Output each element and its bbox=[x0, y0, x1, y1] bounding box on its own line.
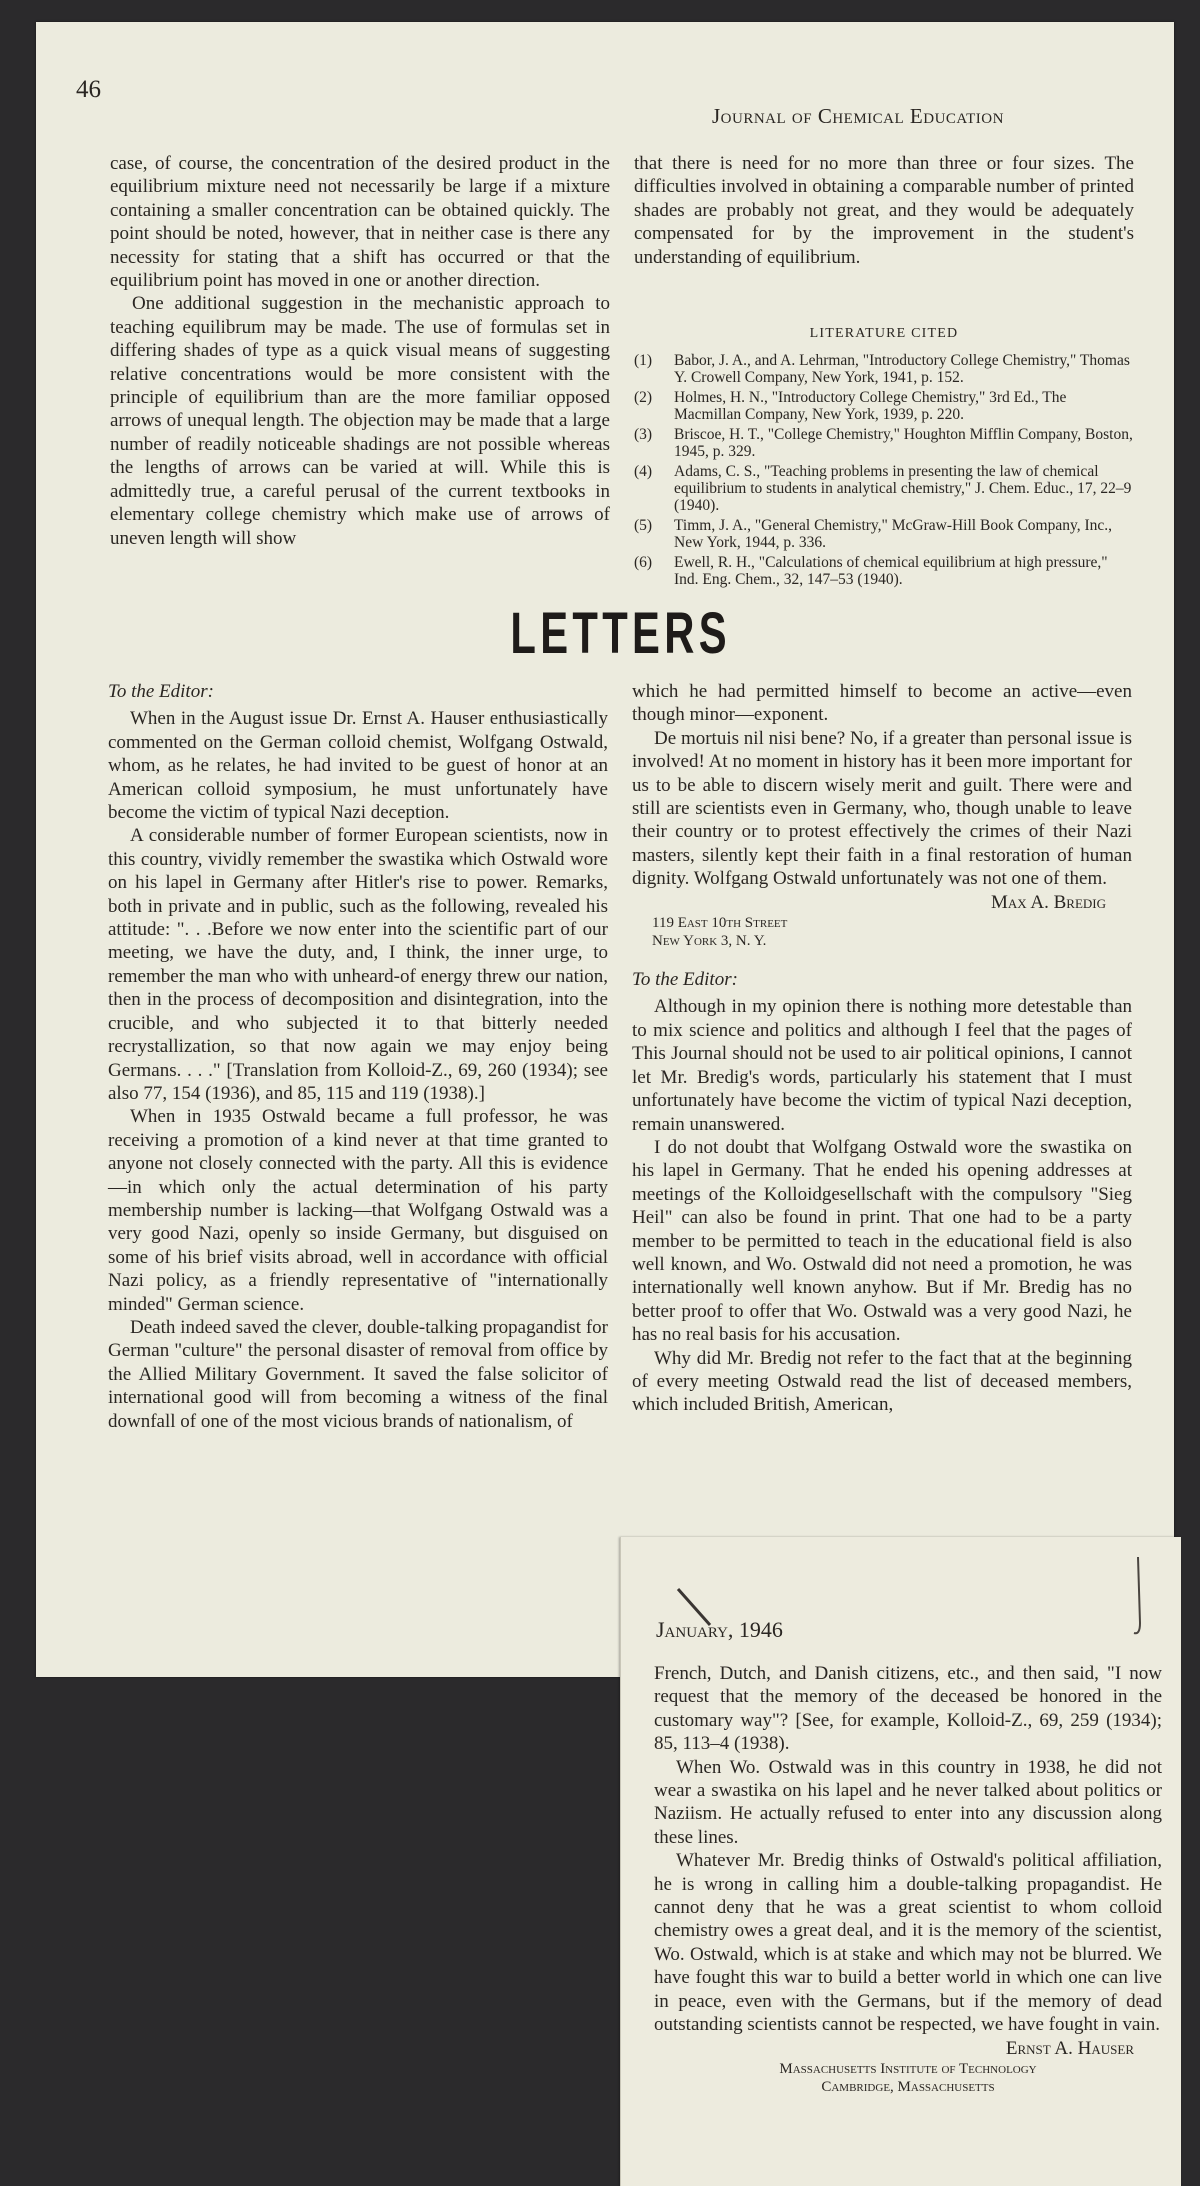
article-paragraph: One additional suggestion in the mechanistic approach to teaching equilibrum may be made. The use of formulas set in differing shades of type as a quick visual means of suggesting relative concentrations would be more consistent with the principle of equilibrium than are the more familiar opposed arrows of unequal length. The objection may be made that a large number of readily noticeable shadings are not possible whereas the lengths of arrows can be varied at will. While this is admittedly true, a careful perusal of the current textbooks in elementary college chemistry which make use of arrows of uneven length will show bbox=[110, 293, 610, 549]
clipping-header: January, 1946 bbox=[656, 1617, 783, 1642]
letter2-address: Massachusetts Institute of Technology bbox=[779, 2060, 1037, 2077]
reference-item: (4) Adams, C. S., "Teaching problems in presenting the law of chemical equilibrium to students in analytical chemistry," J. Chem. Educ., 17, 22–9 (1940). bbox=[634, 463, 1132, 514]
literature-cited-list bbox=[634, 352, 1134, 591]
letter1-salutation: To the Editor: bbox=[108, 681, 214, 702]
article-right-column bbox=[634, 152, 1134, 269]
clipping-column bbox=[654, 1662, 1162, 2096]
clipping-paragraph: French, Dutch, and Danish citizens, etc., and then said, "I now request that the memory of the deceased be honored in the customary way"? [See, for example, Kolloid-Z., 69, 259 (1934); 85, 113–4 (1938). bbox=[654, 1663, 1162, 1755]
letter1-signature: Max A. Bredig bbox=[991, 891, 1106, 913]
reference-item: (3) Briscoe, H. T., "College Chemistry," Houghton Mifflin Company, Boston, 1945, p. 329. bbox=[634, 426, 1133, 460]
letter1-paragraph: Death indeed saved the clever, double-talking propagandist for German "culture" the personal disaster of removal from office by the Allied Military Government. It saved the false solicitor of international good will from becoming a witness of the final downfall of one of the most vicious brands of nationalism, of bbox=[108, 1316, 608, 1432]
letter1-paragraph: When in the August issue Dr. Ernst A. Hauser enthusiastically commented on the German colloid chemist, Wolfgang Ostwald, whom, as he relates, he had invited to be guest of honor at an American colloid symposium, he must unfortunately have become the victim of typical Nazi deception. bbox=[108, 708, 608, 824]
letter2-paragraph: I do not doubt that Wolfgang Ostwald wore the swastika on his lapel in Germany. That he ended his opening addresses at meetings of the Kolloidgesellschaft with the compulsory "Sieg Heil" can also be found in print. That one had to be a party member to be permitted to teach in the educational field is also well known, and Wo. Ostwald did not need a promotion, he was internationally well known anyhow. But if Mr. Bredig has no better proof to offer that Wo. Ostwald was a very good Nazi, he has no real basis for his accusation. bbox=[632, 1136, 1132, 1346]
reference-item: (1) Babor, J. A., and A. Lehrman, "Introductory College Chemistry," Thomas Y. Crowell Company, New York, 1941, p. 152. bbox=[634, 352, 1130, 386]
letter2-paragraph: Although in my opinion there is nothing more detestable than to mix science and politics and although I feel that the pages of This Journal should not be used to air political opinions, I cannot let Mr. Bredig's words, particularly his statement that I must unfortunately have become the victim of typical Nazi deception, remain unanswered. bbox=[632, 996, 1132, 1135]
letter1-left-column bbox=[108, 680, 608, 1433]
letter2-address: Cambridge, Massachusetts bbox=[821, 2078, 995, 2095]
letter1-paragraph: which he had permitted himself to become an active—even though minor—exponent. bbox=[632, 681, 1132, 726]
reference-item: (6) Ewell, R. H., "Calculations of chemical equilibrium at high pressure," Ind. Eng. Chem., 32, 147–53 (1940). bbox=[634, 554, 1108, 588]
article-paragraph: case, of course, the concentration of the desired product in the equilibrium mixture need not necessarily be large if a mixture containing a smaller concentration can be obtained quickly. The point should be noted, however, that in neither case is there any necessity for stating that a shift has occurred or that the equilibrium point has moved in one or another direction. bbox=[110, 153, 610, 292]
letter2-signature: Ernst A. Hauser bbox=[1005, 2037, 1134, 2059]
hook-mark bbox=[1130, 1553, 1150, 1643]
letter1-address: New York 3, N. Y. bbox=[652, 933, 767, 950]
letter2-paragraph: Why did Mr. Bredig not refer to the fact that at the beginning of every meeting Ostwald read the list of deceased members, which included British, American, bbox=[632, 1347, 1132, 1416]
article-paragraph: that there is need for no more than three or four sizes. The difficulties involved in obtaining a comparable number of printed shades are probably not great, and they would be adequately compensated for by the improvement in the student's understanding of equilibrium. bbox=[634, 153, 1134, 268]
letter1-paragraph: When in 1935 Ostwald became a full professor, he was receiving a promotion of a kind never at that time granted to anyone not closely connected with the party. All this is evidence—in which only the actual determination of his party membership number is lacking—that Wolfgang Ostwald was a very good Nazi, openly so inside Germany, but disguised on some of his brief visits abroad, well in accordance with official Nazi policy, as a friendly representative of "internationally minded" German science. bbox=[108, 1106, 608, 1315]
page-number: 46 bbox=[76, 76, 101, 103]
letter-right-column bbox=[632, 680, 1132, 1417]
reference-item: (5) Timm, J. A., "General Chemistry," McGraw-Hill Book Company, Inc., New York, 1944, p. 336. bbox=[634, 517, 1113, 551]
reference-item: (2) Holmes, H. N., "Introductory College Chemistry," 3rd Ed., The Macmillan Company, New York, 1939, p. 220. bbox=[634, 389, 1067, 423]
journal-title: Journal of Chemical Education bbox=[712, 104, 1004, 128]
literature-cited-title: LITERATURE CITED bbox=[809, 326, 959, 341]
letter1-paragraph: A considerable number of former European scientists, now in this country, vividly remember the swastika which Ostwald wore on his lapel in Germany after Hitler's rise to power. Remarks, both in private and in public, such as the following, revealed his attitude: ". . .Before we now enter into the scientific part of our meeting, we have the duty, and, I think, the inner urge, to remember the man who with unheard-of energy threw our nation, then in the process of decomposition and disintegration, into the crucible, and who subjected it to that bitterly needed recrystallization, so that now again we may enjoy being Germans. . . ." [Translation from Kolloid-Z., 69, 260 (1934); see also 77, 154 (1936), and 85, 115 and 119 (1938).] bbox=[108, 825, 608, 1104]
article-left-column bbox=[110, 152, 610, 550]
letters-heading: LETTERS bbox=[510, 601, 731, 666]
letter1-paragraph: De mortuis nil nisi bene? No, if a greater than personal issue is involved! At no moment in history has it been more important for us to be able to discern wisely merit and guilt. There were and still are scientists even in Germany, who, though unable to leave their country or to protest effectively the crimes of their Nazi masters, silently kept their faith in a final restoration of human dignity. Wolfgang Ostwald unfortunately was not one of them. bbox=[632, 727, 1132, 890]
letter1-address: 119 East 10th Street bbox=[652, 915, 788, 932]
clipping-paragraph: When Wo. Ostwald was in this country in 1938, he did not wear a swastika on his lapel and he never talked about politics or Naziism. He actually refused to enter into any discussion along these lines. bbox=[654, 1756, 1162, 1848]
clipping-paragraph: Whatever Mr. Bredig thinks of Ostwald's political affiliation, he is wrong in calling him a double-talking propagandist. He cannot deny that he was a great scientist to whom colloid chemistry owes a great deal, and it is the memory of the scientist, Wo. Ostwald, which is at stake and which may not be blurred. We have fought this war to build a better world in which one can live in peace, even with the Germans, but if the memory of dead outstanding scientists cannot be respected, we have fought in vain. bbox=[654, 1850, 1162, 2036]
letter2-salutation: To the Editor: bbox=[632, 969, 738, 991]
